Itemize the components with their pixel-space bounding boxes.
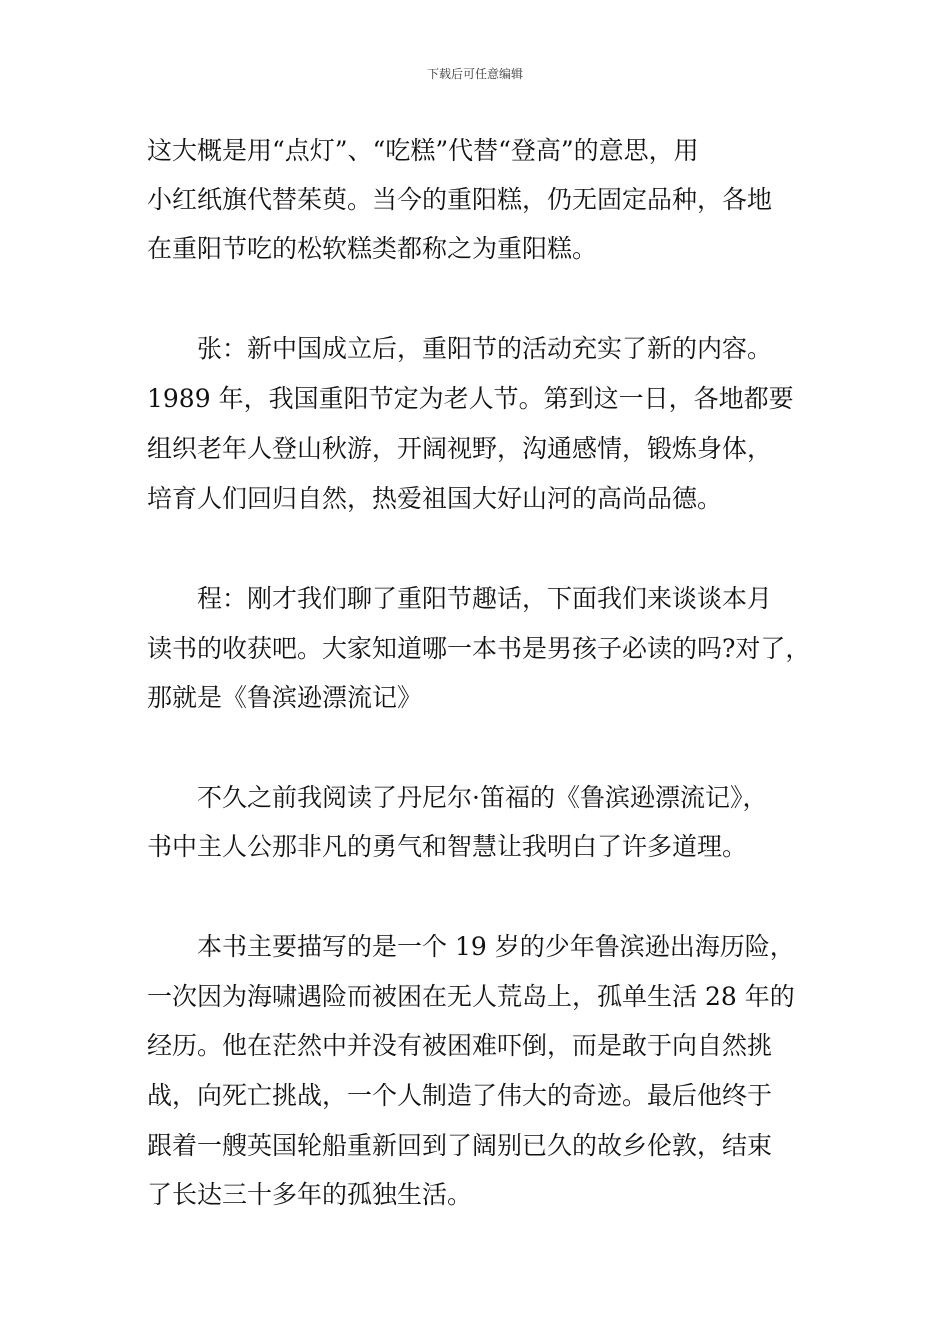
- paragraph-1-line-1: 这大概是用“点灯”、“吃糕”代替“登高”的意思，用: [147, 136, 699, 165]
- page-header: 下载后可任意编辑: [426, 67, 523, 81]
- paragraph-4-line-1: 不久之前我阅读了丹尼尔·笛福的《鲁滨逊漂流记》，: [147, 783, 768, 812]
- paragraph-5-line-6: 了长达三十多年的孤独生活。: [147, 1180, 473, 1209]
- paragraph-4-line-2: 书中主人公那非凡的勇气和智慧让我明白了许多道理。: [147, 832, 748, 861]
- paragraph-1-line-2: 小红纸旗代替茱萸。当今的重阳糕，仍无固定品种，各地: [147, 185, 773, 214]
- paragraph-2-line-3: 组织老年人登山秋游，开阔视野，沟通感情，锻炼身体，: [147, 434, 773, 463]
- paragraph-3-line-1: 程：刚才我们聊了重阳节趣话，下面我们来谈谈本月: [147, 584, 773, 613]
- paragraph-5-line-1: 本书主要描写的是一个 19 岁的少年鲁滨逊出海历险，: [147, 932, 795, 961]
- paragraph-3-line-2: 读书的收获吧。大家知道哪一本书是男孩子必读的吗?对了，: [147, 634, 811, 663]
- paragraph-2-line-4: 培育人们回归自然，热爱祖国大好山河的高尚品德。: [147, 484, 723, 513]
- paragraph-5-line-4: 战，向死亡挑战，一个人制造了伟大的奇迹。最后他终于: [147, 1081, 773, 1110]
- paragraph-5-line-2: 一次因为海啸遇险而被困在无人荒岛上，孤单生活 28 年的: [147, 982, 795, 1011]
- paragraph-5-line-3: 经历。他在茫然中并没有被困难吓倒，而是敢于向自然挑: [147, 1031, 773, 1060]
- paragraph-2-line-1: 张：新中国成立后，重阳节的活动充实了新的内容。: [147, 334, 773, 363]
- paragraph-3-line-3: 那就是《鲁滨逊漂流记》: [147, 683, 423, 712]
- paragraph-2-line-2: 1989 年，我国重阳节定为老人节。第到这一日，各地都要: [147, 384, 794, 413]
- paragraph-5-line-5: 跟着一艘英国轮船重新回到了阔别已久的故乡伦敦，结束: [147, 1131, 773, 1160]
- paragraph-1-line-3: 在重阳节吃的松软糕类都称之为重阳糕。: [147, 234, 598, 263]
